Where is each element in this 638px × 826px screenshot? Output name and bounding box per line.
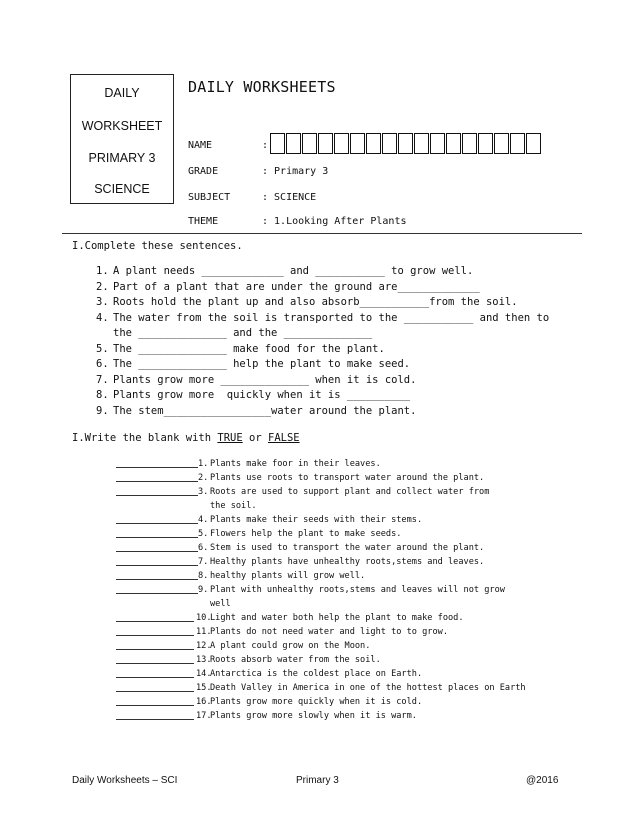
item-number: 17. <box>196 711 212 721</box>
item-number: 12. <box>196 641 212 651</box>
name-letter-box[interactable] <box>526 133 541 154</box>
name-letter-box[interactable] <box>286 133 301 154</box>
item-text: healthy plants will grow well. <box>210 571 366 581</box>
item-text: Light and water both help the plant to make food. <box>210 613 464 623</box>
answer-blank[interactable] <box>116 611 194 622</box>
item-number: 7. <box>96 373 109 386</box>
name-colon: : <box>262 140 269 151</box>
name-letter-box[interactable] <box>398 133 413 154</box>
answer-blank[interactable] <box>116 485 198 496</box>
answer-blank[interactable] <box>116 709 194 720</box>
item-text: The water from the soil is transported to the ___________ and then to <box>113 311 550 324</box>
section-2-title <box>72 432 300 444</box>
answer-blank[interactable] <box>116 471 198 482</box>
item-number: 8. <box>198 571 209 581</box>
item-number: 3. <box>96 296 109 308</box>
item-text: A plant could grow on the Moon. <box>210 641 371 651</box>
answer-blank[interactable] <box>116 541 198 552</box>
subject-label: SUBJECT <box>188 192 231 203</box>
name-letter-box[interactable] <box>302 133 317 154</box>
true-word: TRUE <box>217 432 243 444</box>
answer-blank[interactable] <box>116 625 194 636</box>
item-text: Plants grow more slowly when it is warm. <box>210 711 417 721</box>
answer-blank[interactable] <box>116 527 198 538</box>
item-number: 1. <box>198 459 209 469</box>
name-input-boxes[interactable] <box>270 133 541 154</box>
item-text: Roots absorb water from the soil. <box>210 655 381 665</box>
badge-line-grade: PRIMARY 3 <box>88 151 156 165</box>
theme-value: : 1.Looking After Plants <box>262 216 407 227</box>
item-number: 7. <box>198 557 209 567</box>
item-number: 6. <box>198 543 209 553</box>
name-letter-box[interactable] <box>334 133 349 154</box>
item-number: 4. <box>96 311 109 324</box>
item-number: 13. <box>196 655 212 665</box>
item-text: Plants make foor in their leaves. <box>210 459 381 469</box>
name-letter-box[interactable] <box>270 133 285 154</box>
name-letter-box[interactable] <box>366 133 381 154</box>
name-label: NAME <box>188 140 213 151</box>
item-number: 2. <box>198 473 209 483</box>
name-letter-box[interactable] <box>430 133 445 154</box>
item-text: Antarctica is the coldest place on Earth. <box>210 669 423 679</box>
item-text: Part of a plant that are under the ground are_____________ <box>113 280 480 293</box>
item-number: 4. <box>198 515 209 525</box>
item-text: Plants grow more ______________ when it is cold. <box>113 373 417 386</box>
answer-blank[interactable] <box>116 555 198 566</box>
footer-left: Daily Worksheets – SCI <box>72 775 178 786</box>
item-number: 6. <box>96 358 109 370</box>
item-text: Roots are used to support plant and collect water from <box>210 487 490 497</box>
badge-line-daily: DAILY <box>104 86 140 100</box>
item-text: the soil. <box>210 501 257 511</box>
item-number: 1. <box>96 265 109 277</box>
item-number: 10. <box>196 613 212 623</box>
name-letter-box[interactable] <box>462 133 477 154</box>
item-text: Death Valley in America in one of the hottest places on Earth <box>210 683 526 693</box>
item-text: the ______________ and the ______________ <box>113 327 373 339</box>
name-letter-box[interactable] <box>382 133 397 154</box>
name-letter-box[interactable] <box>510 133 525 154</box>
item-text: Stem is used to transport the water around the plant. <box>210 543 485 553</box>
item-number: 9. <box>198 585 209 595</box>
item-text: Plants make their seeds with their stems. <box>210 515 423 525</box>
item-text: Roots hold the plant up and also absorb___________from the soil. <box>113 296 518 308</box>
answer-blank[interactable] <box>116 457 198 468</box>
answer-blank[interactable] <box>116 667 194 678</box>
answer-blank[interactable] <box>116 569 198 580</box>
item-number: 16. <box>196 697 212 707</box>
item-number: 8. <box>96 389 109 401</box>
item-text: Plants use roots to transport water around the plant. <box>210 473 485 483</box>
grade-label: GRADE <box>188 166 219 177</box>
item-text: Plants grow more quickly when it is cold. <box>210 697 423 707</box>
item-number: 15. <box>196 683 212 693</box>
item-text: The ______________ make food for the plant. <box>113 342 385 355</box>
name-letter-box[interactable] <box>350 133 365 154</box>
answer-blank[interactable] <box>116 681 194 692</box>
item-number: 14. <box>196 669 212 679</box>
name-letter-box[interactable] <box>494 133 509 154</box>
item-number: 5. <box>96 342 109 355</box>
false-word: FALSE <box>268 432 300 444</box>
name-letter-box[interactable] <box>446 133 461 154</box>
item-text: Plants do not need water and light to to grow. <box>210 627 448 637</box>
answer-blank[interactable] <box>116 639 194 650</box>
page-title: DAILY WORKSHEETS <box>188 78 336 96</box>
item-text: Plant with unhealthy roots,stems and leaves will not grow <box>210 585 505 595</box>
worksheet-badge <box>70 74 174 204</box>
item-text: The stem_________________water around the plant. <box>113 404 417 417</box>
or-word: or <box>242 432 268 444</box>
footer-center: Primary 3 <box>296 775 339 786</box>
item-text: well <box>210 599 231 609</box>
item-number: 9. <box>96 404 109 417</box>
item-text: Plants grow more quickly when it is __________ <box>113 389 411 401</box>
name-letter-box[interactable] <box>318 133 333 154</box>
answer-blank[interactable] <box>116 513 198 524</box>
item-number: 2. <box>96 280 109 293</box>
name-letter-box[interactable] <box>414 133 429 154</box>
grade-value: : Primary 3 <box>262 166 329 177</box>
item-number: 5. <box>198 529 209 539</box>
subject-value: : SCIENCE <box>262 192 317 203</box>
footer-right: @2016 <box>526 775 559 786</box>
item-text: Flowers help the plant to make seeds. <box>210 529 402 539</box>
section-1-title: I.Complete these sentences. <box>72 240 243 252</box>
theme-label: THEME <box>188 216 219 227</box>
badge-line-worksheet: WORKSHEET <box>81 119 163 133</box>
item-number: 3. <box>198 487 209 497</box>
answer-blank[interactable] <box>116 695 194 706</box>
item-text: A plant needs _____________ and ___________ to grow well. <box>113 265 474 277</box>
section-2-title-prefix: I.Write the blank with <box>72 432 218 444</box>
header-divider <box>62 233 582 234</box>
item-text: The ______________ help the plant to make seed. <box>113 358 411 370</box>
item-text: Healthy plants have unhealthy roots,stems and leaves. <box>210 557 485 567</box>
name-letter-box[interactable] <box>478 133 493 154</box>
badge-line-subject: SCIENCE <box>94 182 150 196</box>
answer-blank[interactable] <box>116 583 198 594</box>
item-number: 11. <box>196 627 212 637</box>
answer-blank[interactable] <box>116 653 194 664</box>
